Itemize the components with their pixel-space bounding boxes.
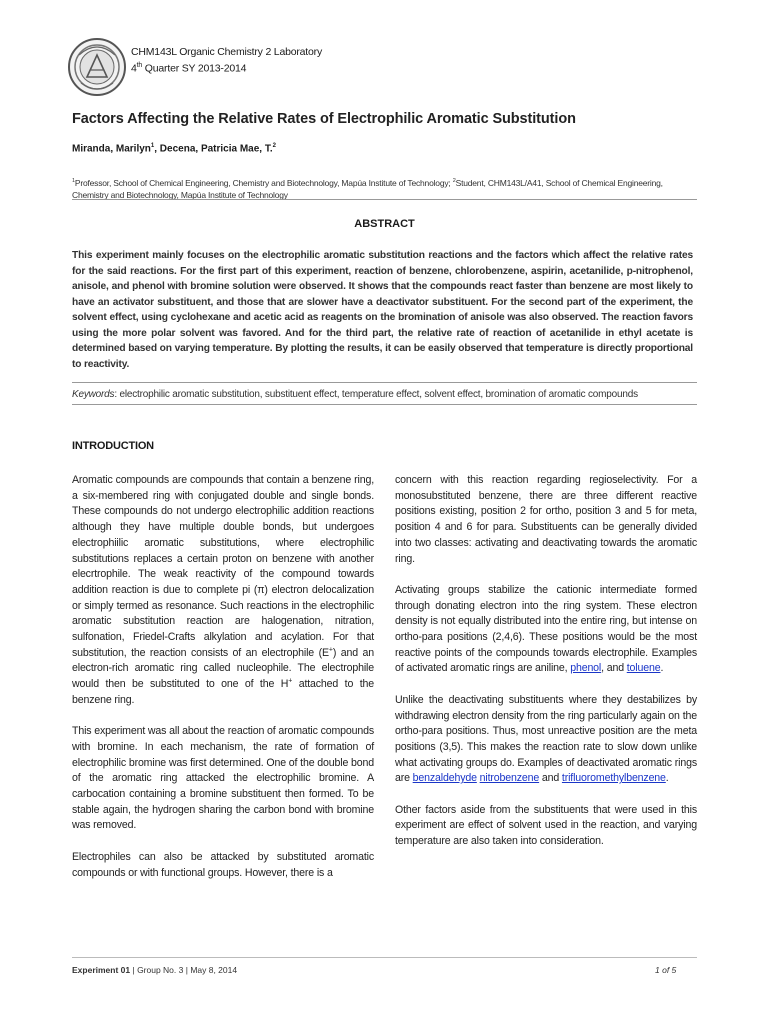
right-column — [395, 473, 697, 866]
course-header — [131, 45, 322, 76]
author-2-sup: 2 — [272, 143, 276, 149]
abstract-text: This experiment mainly focuses on the electrophilic aromatic substitution reactions and the factors which affect the relative rates for the said reactions. For the first part of this experiment, reaction of benzene, chlorobenzene, aspirin, acetanilide, p-nitrophenol, anisole, and phenol with bromine solution were observed. It shows that the compounds react faster than benzene are most likely to have an activator substituent, and those that are slower have a deactivator substituent. For the second part of the experiment, the solvent effect, using cyclohexane and acetic acid as reagents on the bromination of anisole was also observed. The reaction favors using the more polar solvent was favored. And for the third part, the relative rate of reaction of acetanilide in ethyl acetate is determined based on varying temperature. By plotting the results, it can be easily observed that temperature is directly proportional to reactivity. — [72, 250, 693, 370]
paper-title: Factors Affecting the Relative Rates of Electrophilic Aromatic Substitution — [72, 111, 576, 127]
footer-date: May 8, 2014 — [190, 965, 238, 975]
course-title: CHM143L Organic Chemistry 2 Laboratory — [131, 46, 323, 58]
affiliations — [72, 175, 687, 201]
divider-keywords-top — [72, 382, 697, 383]
footer-sep-2: | — [183, 965, 191, 975]
footer-info — [72, 965, 237, 975]
toluene-link[interactable]: toluene — [626, 662, 661, 675]
benzaldehyde-link[interactable]: benzaldehyde — [412, 772, 477, 785]
p5-text: Activating groups stabilize the cationic intermediate formed through donating electron into the ring system. These electron density is not equally distributed into the entire ring, but intense on ortho-para positions (2,4,6). These positions would be the most reactive points of the compounds towards electrophile. Examples of activated aromatic rings are aniline, — [395, 583, 697, 675]
p5-end: . — [660, 662, 664, 675]
nitrobenzene-link[interactable]: nitrobenzene — [479, 772, 540, 785]
p5-mid: , and — [601, 662, 627, 675]
authors — [72, 143, 276, 154]
quarter-number: 4 — [131, 62, 137, 75]
intro-paragraph-2: This experiment was all about the reaction of aromatic compounds with bromine. In each mechanism, the rate of formation of electrophilic bromine was first determined. One of the double bond of the aromatic ring attacked the electrophilic bromine. A carbocation containing a bromine substituent then formed. To be stable again, the hydrogen sharing the carbon bond with bromine was removed. — [72, 725, 374, 832]
footer-divider — [72, 957, 697, 958]
quarter-suffix: th — [136, 62, 143, 69]
trifluoromethylbenzene-link[interactable]: trifluoromethylbenzene — [561, 772, 666, 785]
intro-paragraph-3: Electrophiles can also be attacked by substituted aromatic compounds or with functional groups. However, there is a — [72, 850, 374, 879]
intro-paragraph-4: concern with this reaction regarding regioselectivity. For a monosubstituted benzene, there are three different reactive positions existing, position 2 for ortho, position 3 and 5 for meta, position 4 and 6 for para. Substituents can be generally divided into two classes: activating and deactivating towards the aromatic ring. — [395, 474, 697, 565]
affil-sup-1: 1 — [72, 178, 75, 184]
p1-text-b: ) and an electron-rich aromatic ring called nucleophile. The electrophile would then be substituted to one of the H — [72, 646, 374, 691]
page-number: 1 of 5 — [655, 965, 677, 975]
author-2: , Decena, Patricia Mae, T. — [154, 143, 273, 155]
introduction-heading: INTRODUCTION — [72, 440, 154, 452]
intro-paragraph-1 — [72, 473, 374, 709]
intro-paragraph-7: Other factors aside from the substituents that were used in this experiment are effect of solvent used in the reaction, and varying temperature are also taken into consideration. — [395, 803, 697, 848]
divider-top — [72, 199, 697, 200]
keywords-list: : electrophilic aromatic substitution, substituent effect, temperature effect, solvent effect, bromination of aromatic compounds — [114, 389, 638, 400]
author-1: Miranda, Marilyn — [72, 143, 151, 155]
abstract-heading: ABSTRACT — [354, 218, 415, 230]
p1-text-a: Aromatic compounds are compounds that contain a benzene ring, a six-membered ring with conjugated double and single bonds. These compounds do not undergo electrophilic addition reactions although they have multiple double bonds, but undergoes electrophiilic aromatic substitutions, where electrophilic substitutions replaces a certain proton on benzene with another elecrtrophile. The weak reactivity of the compound towards addition reaction is due to complete pi (π) electron delocalization or simply termed as resonance. Such reactions in the electrophilic aromatic substitution reaction are halogenation, nitration, sulfonation, Friedel-Crafts alkylation and acylation. For that substitution, the reaction consists of an electrophile (E — [72, 474, 374, 659]
intro-paragraph-6 — [395, 693, 697, 787]
affil-sup-2: 2 — [452, 178, 456, 184]
p1-text-c: attached to the benzene ring. — [72, 678, 374, 706]
university-seal-logo — [67, 37, 127, 97]
footer-group: Group No. 3 — [137, 965, 184, 975]
affiliation-2: Student, CHM143L/A41, School of Chemical Engineering, Chemistry and Biotechnology, Mapúa Institute of Technology — [72, 177, 663, 200]
p6-mid: and — [539, 772, 562, 785]
author-1-sup: 1 — [150, 143, 155, 149]
p6-end: . — [665, 772, 669, 785]
affiliation-1: Professor, School of Chemical Engineering, Chemistry and Biotechnology, Mapúa Institute of Technology; — [74, 177, 453, 188]
p1-sup-b: + — [288, 677, 293, 685]
p1-sup-a: + — [328, 646, 333, 654]
left-column — [72, 473, 374, 897]
keywords-label: Keywords — [72, 389, 115, 400]
intro-paragraph-5 — [395, 583, 697, 677]
p6-text: Unlike the deactivating substituents where they destabilizes by withdrawing electron density from the ring particularly again on the ortho-para positions. Thus, most unreactive position are the meta positions (3,5). This makes the reaction rate to slow down unlike what activating groups do. Examples of deactivated aromatic rings are — [395, 693, 697, 785]
footer-sep-1: | — [130, 965, 138, 975]
divider-keywords-bottom — [72, 404, 697, 405]
keywords — [72, 389, 697, 400]
phenol-link[interactable]: phenol — [570, 662, 602, 675]
quarter-line — [131, 59, 322, 76]
quarter-text: Quarter SY 2013-2014 — [142, 62, 247, 75]
footer-experiment: Experiment 01 — [72, 965, 131, 975]
